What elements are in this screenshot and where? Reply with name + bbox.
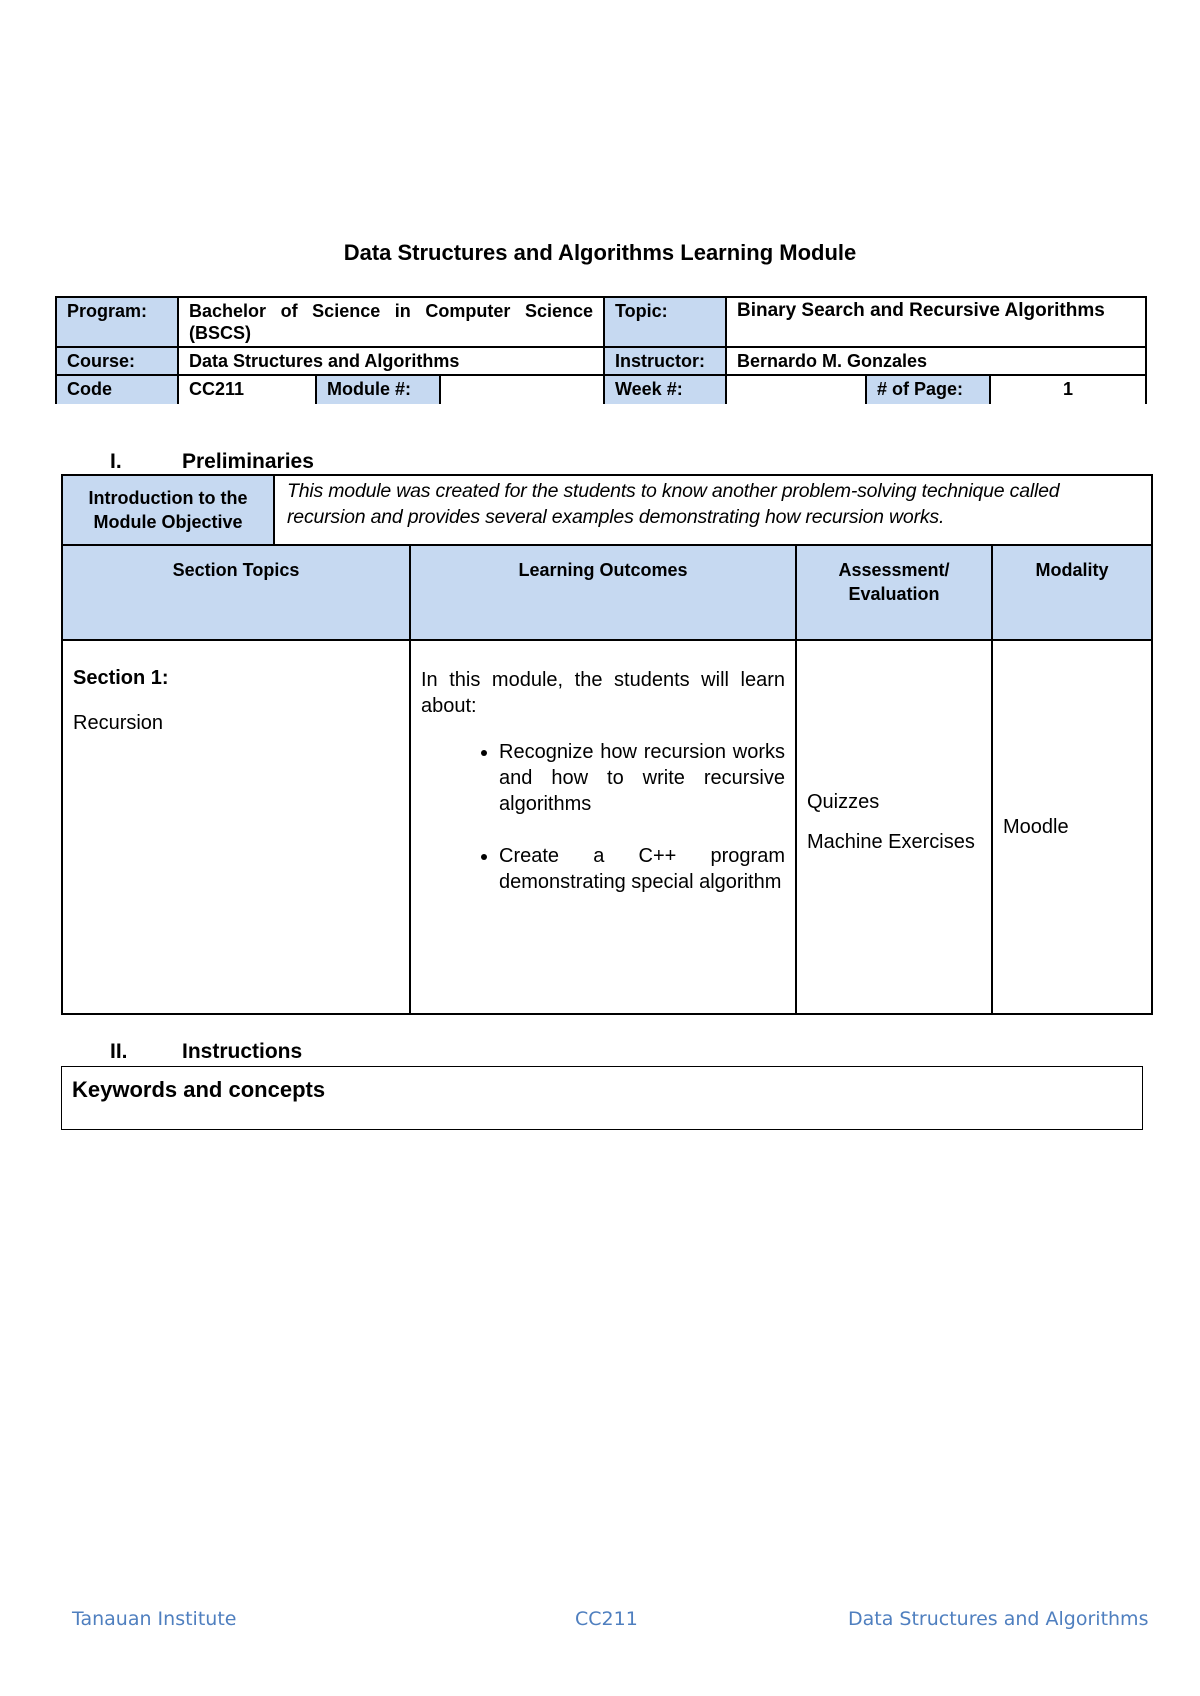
col-assessment: Assessment/ Evaluation — [796, 545, 992, 640]
course-label: Course: — [56, 347, 178, 375]
outcomes-intro: In this module, the students will learn about: — [421, 669, 785, 717]
instructions-number: II. — [110, 1040, 128, 1063]
col-modality: Modality — [992, 545, 1152, 640]
preliminaries-table — [61, 474, 1153, 1015]
footer-right: Data Structures and Algorithms — [848, 1608, 1149, 1630]
intro-objective-text: This module was created for the students to know another problem-solving technique called recursion and provides several examples demonstrating how recursion works. — [274, 475, 1152, 545]
week-label: Week #: — [604, 375, 726, 404]
instructor-value: Bernardo M. Gonzales — [726, 347, 1146, 375]
pages-label: # of Page: — [866, 375, 990, 404]
preliminaries-title: Preliminaries — [182, 450, 314, 473]
footer-left: Tanauan Institute — [72, 1608, 237, 1630]
code-value: CC211 — [178, 375, 316, 404]
assessment-cell — [796, 640, 992, 1014]
module-number-label: Module #: — [316, 375, 440, 404]
section-topic: Recursion — [73, 712, 164, 734]
instructions-title: Instructions — [182, 1040, 303, 1063]
col-learning-outcomes: Learning Outcomes — [410, 545, 796, 640]
modality-cell: Moodle — [992, 640, 1152, 1014]
module-info-table — [55, 296, 1147, 404]
keywords-title: Keywords and concepts — [72, 1077, 326, 1102]
outcomes-list — [421, 739, 785, 895]
module-number-value — [440, 375, 604, 404]
code-label: Code — [56, 375, 178, 404]
intro-objective-label: Introduction to the Module Objective — [62, 475, 274, 545]
keywords-box — [61, 1066, 1143, 1130]
instructions-heading — [110, 1040, 302, 1064]
instructor-label: Instructor: — [604, 347, 726, 375]
pages-value: 1 — [990, 375, 1146, 404]
outcome-item: • Recognize how recursion works and how to write recursive algorithms — [499, 739, 785, 817]
course-value: Data Structures and Algorithms — [178, 347, 604, 375]
col-section-topics: Section Topics — [62, 545, 410, 640]
outcome-item: • Create a C++ program demonstrating special algorithm — [499, 843, 785, 895]
section-topics-cell — [62, 640, 410, 1014]
document-title: Data Structures and Algorithms Learning Module — [343, 240, 857, 265]
program-label: Program: — [56, 297, 178, 347]
preliminaries-number: I. — [110, 450, 122, 473]
section-label: Section 1: — [73, 667, 169, 689]
assessment-item: Machine Exercises — [807, 831, 975, 853]
footer-center: CC211 — [575, 1608, 638, 1630]
week-value — [726, 375, 866, 404]
program-value: Bachelor of Science in Computer Science (BSCS) — [178, 297, 604, 347]
preliminaries-heading — [110, 450, 314, 474]
topic-value: Binary Search and Recursive Algorithms — [726, 297, 1146, 347]
topic-label: Topic: — [604, 297, 726, 347]
assessment-item: Quizzes — [807, 791, 880, 813]
learning-outcomes-cell — [410, 640, 796, 1014]
